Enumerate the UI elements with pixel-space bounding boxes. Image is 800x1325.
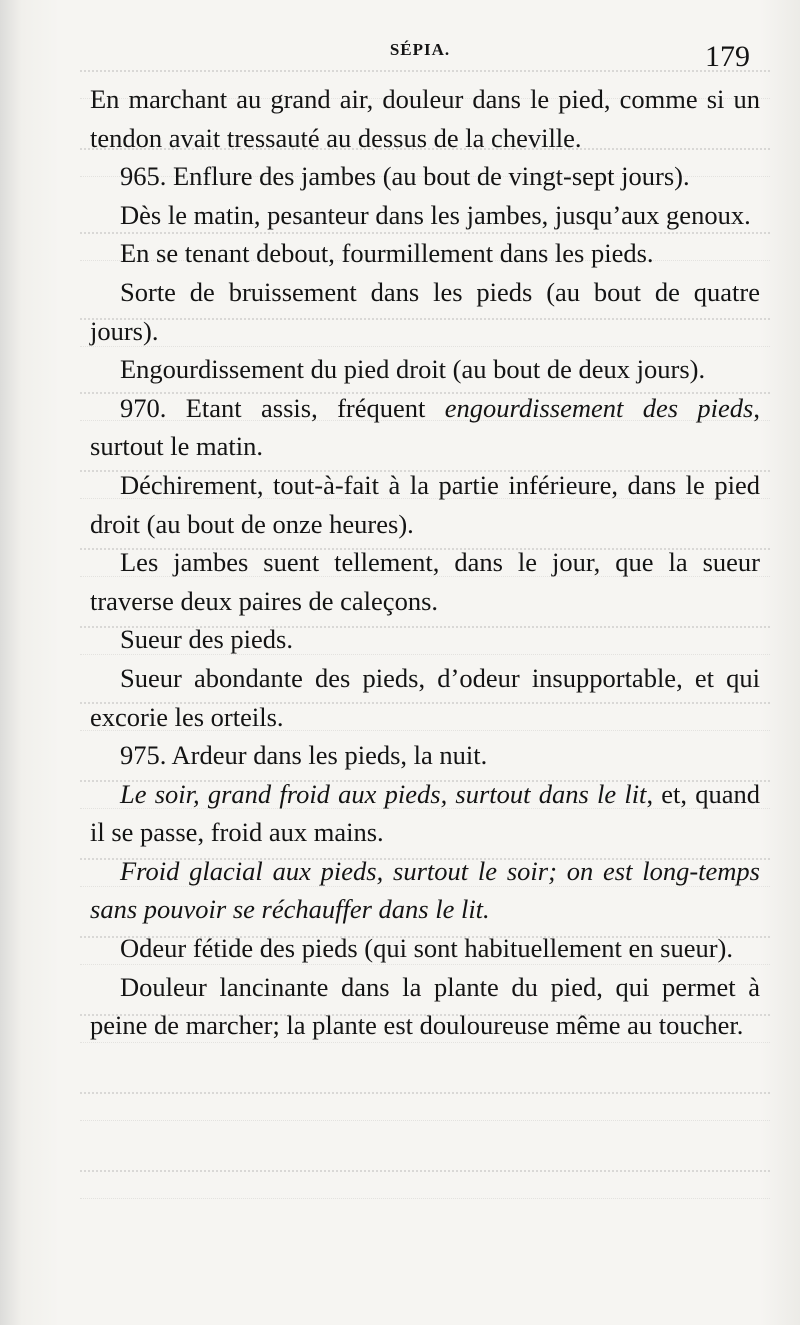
paragraph bbox=[90, 80, 760, 157]
paragraph bbox=[90, 929, 760, 968]
paragraph bbox=[90, 775, 760, 852]
paragraph bbox=[90, 968, 760, 1045]
bleed-line bbox=[80, 1092, 770, 1121]
text-segment: 975. Ardeur dans les pieds, la nuit. bbox=[120, 740, 488, 771]
paragraph bbox=[90, 389, 760, 466]
italic-text: engourdissement des pieds bbox=[444, 392, 754, 423]
text-segment: Sorte de bruissement dans les pieds (au bout de quatre jours). bbox=[90, 276, 760, 346]
text-segment: Douleur lancinante dans la plante du pied, qui permet à peine de marcher; la plante est douloureuse même au toucher. bbox=[90, 971, 760, 1041]
paragraph bbox=[90, 157, 760, 196]
italic-text: Le soir, grand froid aux pieds, surtout dans le lit bbox=[120, 778, 647, 809]
paragraph bbox=[90, 466, 760, 543]
page-number: 179 bbox=[705, 40, 750, 73]
text-segment: 965. Enflure des jambes (au bout de vingt-sept jours). bbox=[120, 161, 690, 192]
paragraph bbox=[90, 196, 760, 235]
text-segment: Sueur des pieds. bbox=[120, 624, 293, 655]
page-header bbox=[90, 36, 750, 76]
text-segment: En se tenant debout, fourmillement dans les pieds. bbox=[120, 238, 654, 269]
paragraph bbox=[90, 659, 760, 736]
paragraph bbox=[90, 543, 760, 620]
paragraph bbox=[90, 234, 760, 273]
text-segment: Les jambes suent tellement, dans le jour, que la sueur traverse deux paires de caleçons. bbox=[90, 547, 760, 616]
text-segment: , surtout le matin. bbox=[90, 392, 760, 462]
paragraph bbox=[90, 350, 760, 389]
bleed-line bbox=[80, 1170, 770, 1199]
text-segment: Sueur abondante des pieds, d’odeur insupportable, et qui excorie les orteils. bbox=[90, 662, 760, 732]
text-segment: Dès le matin, pesanteur dans les jambes, jusqu’aux genoux. bbox=[120, 199, 751, 230]
text-segment: , et, quand il se passe, froid aux mains. bbox=[90, 778, 761, 848]
text-segment: 970. Etant assis, fréquent bbox=[120, 392, 445, 423]
body-text bbox=[90, 80, 760, 1045]
paragraph bbox=[90, 736, 760, 775]
text-segment: En marchant au grand air, douleur dans le pied, comme si un tendon avait tressauté au dessus de la cheville. bbox=[90, 84, 760, 153]
italic-text: Froid glacial aux pieds, surtout le soir; on est long-temps sans pouvoir se réchauffer dans le lit. bbox=[90, 855, 760, 925]
text-segment: Odeur fétide des pieds (qui sont habituellement en sueur). bbox=[120, 933, 734, 964]
paragraph bbox=[90, 620, 760, 659]
paragraph bbox=[90, 273, 760, 350]
text-segment: Déchirement, tout-à-fait à la partie inférieure, dans le pied droit (au bout de onze heures). bbox=[90, 469, 760, 539]
text-segment: Engourdissement du pied droit (au bout de deux jours). bbox=[120, 354, 706, 385]
paragraph bbox=[90, 852, 760, 929]
running-head: SÉPIA. bbox=[389, 40, 451, 59]
